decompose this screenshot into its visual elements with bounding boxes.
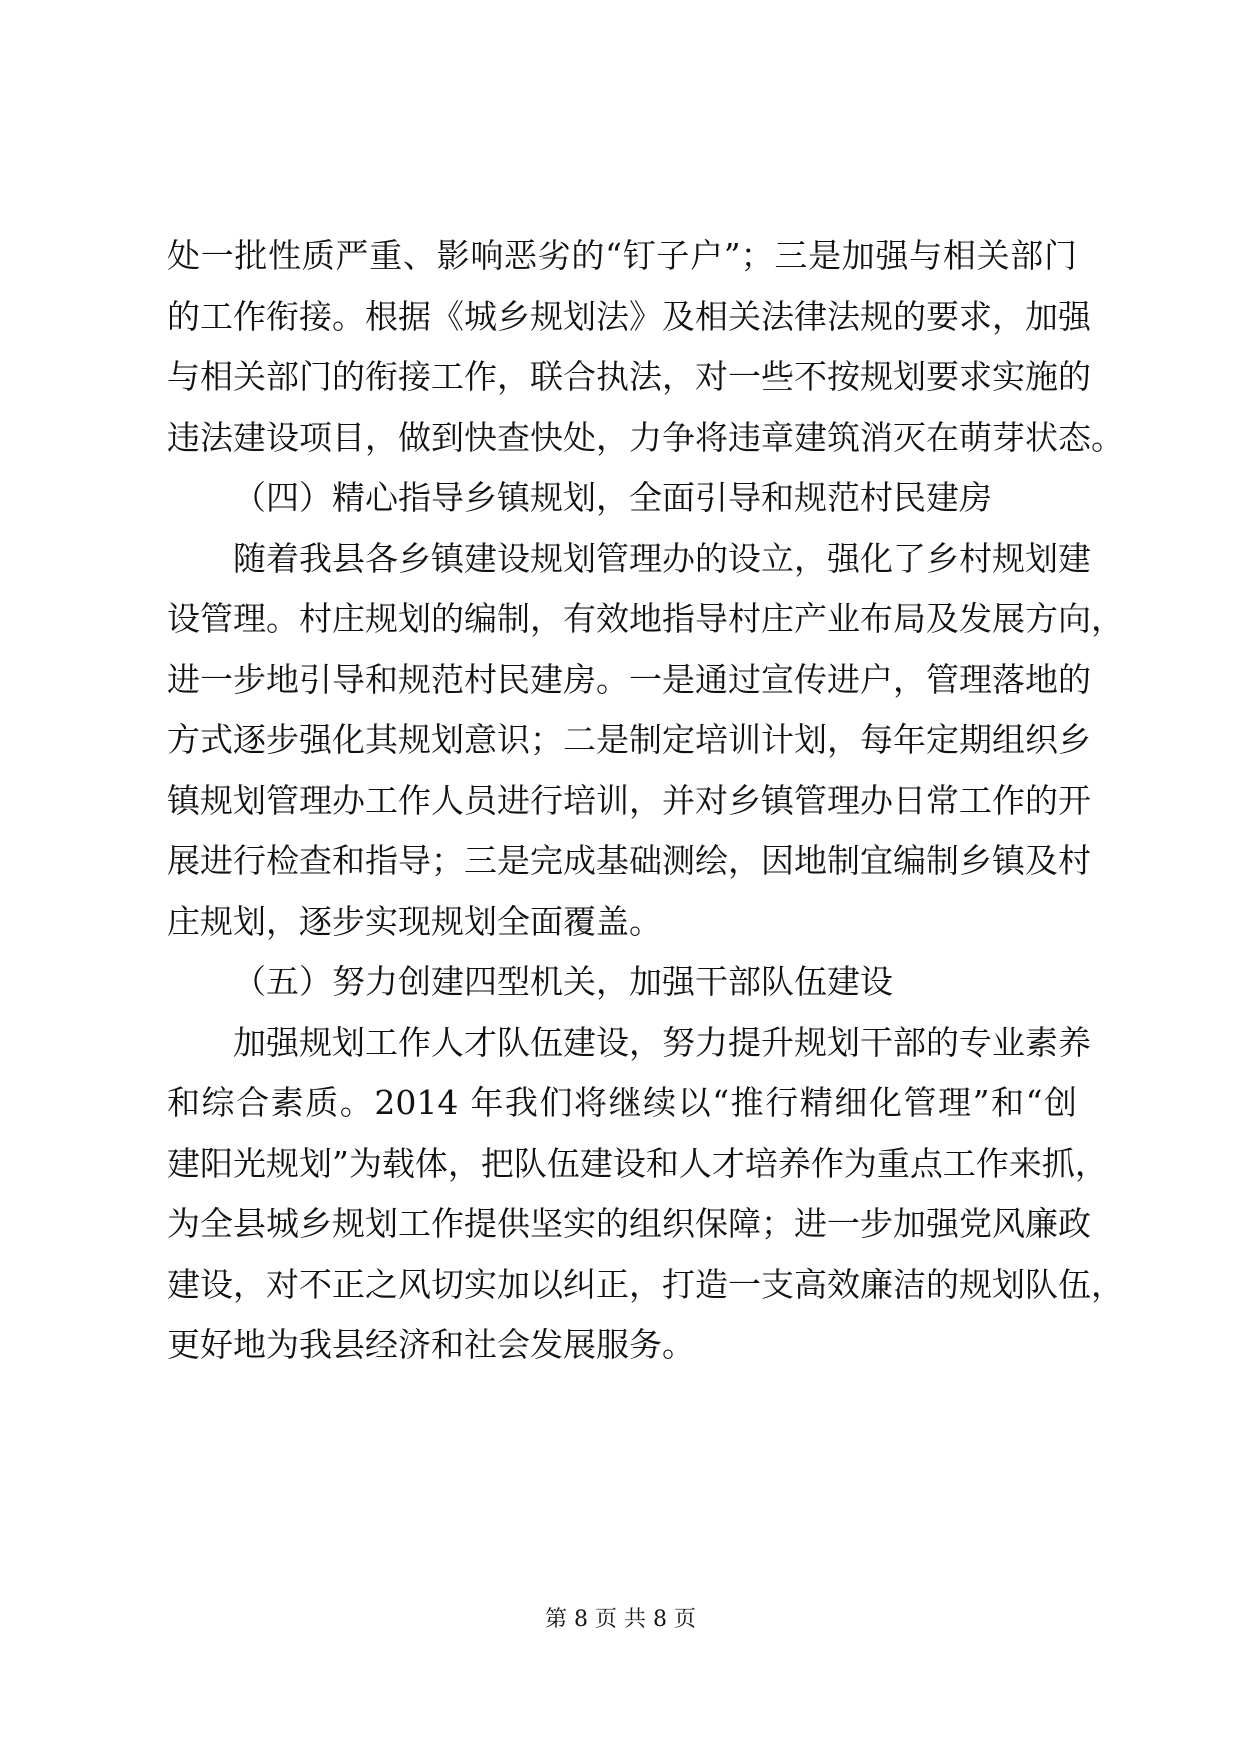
text-line: 的工作衔接。根据《城乡规划法》及相关法律法规的要求，加强: [167, 296, 1091, 336]
text-line: 展进行检查和指导；三是完成基础测绘，因地制宜编制乡镇及村: [167, 841, 1091, 880]
text-line: 为全县城乡规划工作提供坚实的组织保障；进一步加强党风廉政: [167, 1204, 1091, 1243]
text-line: 建设，对不正之风切实加以纠正，打造一支高效廉洁的规划队伍，: [167, 1264, 1124, 1304]
section-heading: （四）精心指导乡镇规划，全面引导和规范村民建房: [233, 478, 992, 517]
text-line: 违法建设项目，做到快查快处，力争将违章建筑消灭在萌芽状态。: [167, 417, 1124, 457]
text-line: 随着我县各乡镇建设规划管理办的设立，强化了乡村规划建: [233, 538, 1091, 578]
text-line: 建阳光规划”为载体，把队伍建设和人才培养作为重点工作来抓，: [167, 1143, 1108, 1183]
text-line: 进一步地引导和规范村民建房。一是通过宣传进户，管理落地的: [167, 659, 1091, 699]
text-line: 更好地为我县经济和社会发展服务。: [167, 1325, 695, 1364]
text-line: 和综合素质。2014 年我们将继续以“推行精细化管理”和“创: [167, 1083, 1077, 1122]
text-line: 处一批性质严重、影响恶劣的“钉子户”；三是加强与相关部门: [167, 236, 1077, 275]
text-line: 方式逐步强化其规划意识；二是制定培训计划，每年定期组织乡: [167, 720, 1091, 759]
text-line: 与相关部门的衔接工作，联合执法，对一些不按规划要求实施的: [167, 357, 1091, 396]
text-line: 镇规划管理办工作人员进行培训，并对乡镇管理办日常工作的开: [167, 780, 1091, 820]
document-body: [167, 226, 1124, 1376]
section-heading: （五）努力创建四型机关，加强干部队伍建设: [233, 962, 893, 1001]
page-footer: 第 8 页 共 8 页: [545, 1607, 696, 1632]
text-line: 加强规划工作人才队伍建设，努力提升规划干部的专业素养: [233, 1022, 1091, 1062]
text-line: 庄规划，逐步实现规划全面覆盖。: [167, 901, 662, 941]
text-line: 设管理。村庄规划的编制，有效地指导村庄产业布局及发展方向，: [167, 599, 1124, 638]
